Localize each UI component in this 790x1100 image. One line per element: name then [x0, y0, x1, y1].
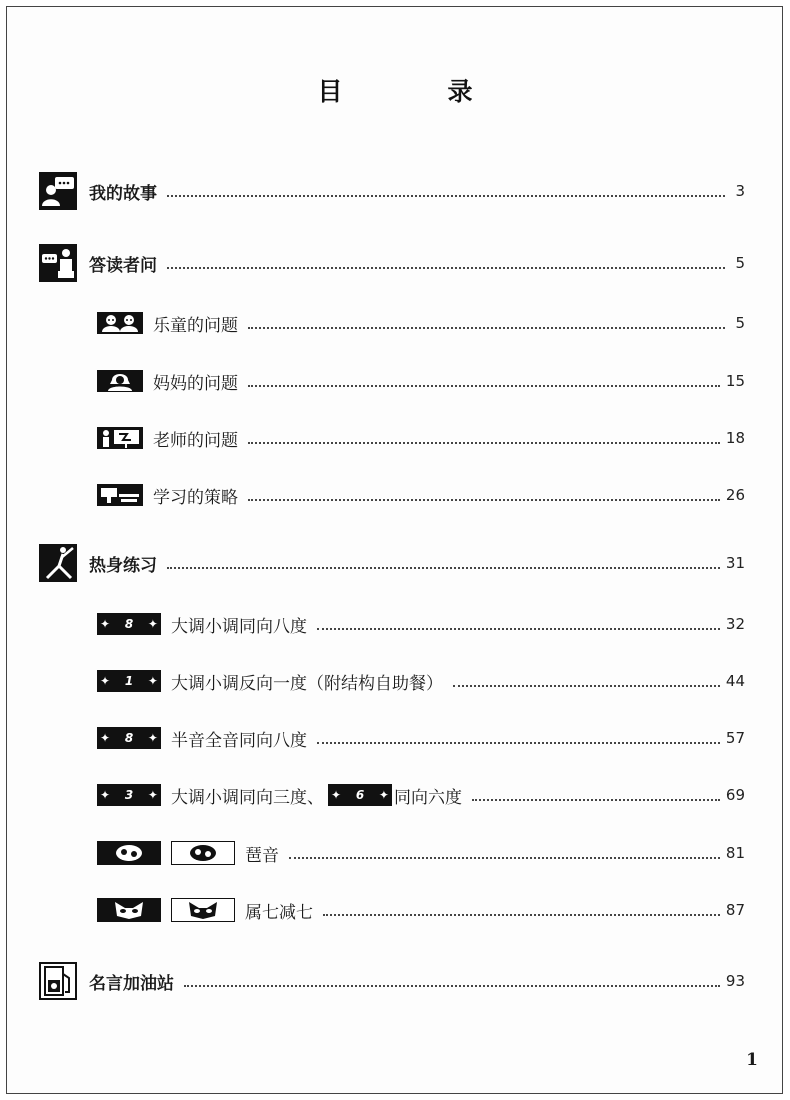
entry-label: 大调小调同向八度	[171, 616, 307, 637]
walker-icon: ✦	[331, 788, 342, 802]
toc-entry-quote-station[interactable]	[39, 961, 745, 1001]
walker-icon: ✦	[100, 788, 111, 802]
mask-icon	[171, 898, 235, 922]
speech-person-icon	[39, 172, 77, 210]
toc-entry-children-questions[interactable]	[97, 303, 745, 343]
entry-label: 妈妈的问题	[153, 373, 238, 394]
arpeggio-icon	[97, 841, 161, 865]
leader-dots	[323, 914, 720, 916]
toc-entry-learning-strategy[interactable]	[97, 475, 745, 515]
toc-entry-reader-qa[interactable]	[39, 243, 745, 283]
fuel-station-icon	[39, 962, 77, 1000]
entry-label: 琶音	[245, 845, 279, 866]
toc-entry-chromatic-octave[interactable]	[97, 718, 745, 758]
page-number: 31	[725, 554, 745, 572]
toc-entry-arpeggio[interactable]	[97, 833, 745, 873]
toc-entry-octave-parallel[interactable]	[97, 604, 745, 644]
walker-icon: ✦	[147, 674, 158, 688]
speaker-podium-icon	[39, 244, 77, 282]
page-number: 18	[725, 429, 745, 447]
interval-number: 8	[124, 617, 134, 631]
entry-label: 大调小调同向三度、	[171, 787, 324, 808]
strategy-icon	[97, 484, 143, 506]
page-number: 5	[735, 314, 745, 332]
mask-icon	[97, 898, 161, 922]
leader-dots	[167, 267, 725, 269]
page-number: 15	[725, 372, 745, 390]
toc-entry-my-story[interactable]	[39, 171, 745, 211]
walker-icon: ✦	[100, 617, 111, 631]
interval-badge	[97, 613, 161, 635]
entry-label: 大调小调反向一度（附结构自助餐）	[171, 673, 443, 694]
toc-entry-thirds-sixths[interactable]	[97, 775, 745, 815]
walker-icon: ✦	[147, 617, 158, 631]
leader-dots	[317, 742, 720, 744]
leader-dots	[167, 195, 725, 197]
entry-label: 半音全音同向八度	[171, 730, 307, 751]
leader-dots	[472, 799, 720, 801]
interval-badge	[97, 670, 161, 692]
children-icon	[97, 312, 143, 334]
interval-number: 1	[124, 674, 134, 688]
leader-dots	[248, 327, 725, 329]
toc-entry-dominant-diminished-seventh[interactable]	[97, 890, 745, 930]
leader-dots	[248, 499, 720, 501]
mother-icon	[97, 370, 143, 392]
toc-entry-mother-questions[interactable]	[97, 361, 745, 401]
toc-entry-warm-up[interactable]	[39, 543, 745, 583]
teacher-icon	[97, 427, 143, 449]
leader-dots	[453, 685, 720, 687]
leader-dots	[248, 442, 720, 444]
interval-badge	[328, 784, 392, 806]
toc-entry-unison-contrary[interactable]	[97, 661, 745, 701]
entry-label: 学习的策略	[153, 487, 238, 508]
walker-icon: ✦	[100, 731, 111, 745]
toc-entry-teacher-questions[interactable]	[97, 418, 745, 458]
footer-page-number: 1	[746, 1050, 758, 1070]
page-number: 93	[725, 972, 745, 990]
leader-dots	[167, 567, 720, 569]
interval-number: 8	[124, 731, 134, 745]
leader-dots	[289, 857, 720, 859]
stretch-icon	[39, 544, 77, 582]
walker-icon: ✦	[378, 788, 389, 802]
walker-icon: ✦	[147, 731, 158, 745]
page-number: 44	[725, 672, 745, 690]
entry-label: 答读者问	[89, 255, 157, 276]
page-number: 87	[725, 901, 745, 919]
leader-dots	[184, 985, 720, 987]
entry-label: 热身练习	[89, 555, 157, 576]
page-number: 57	[725, 729, 745, 747]
interval-number: 3	[124, 788, 134, 802]
leader-dots	[317, 628, 720, 630]
leader-dots	[248, 385, 720, 387]
entry-label: 我的故事	[89, 183, 157, 204]
page-title: 目 录	[317, 77, 513, 106]
page-number: 81	[725, 844, 745, 862]
entry-label: 属七减七	[245, 902, 313, 923]
walker-icon: ✦	[100, 674, 111, 688]
page-number: 3	[735, 182, 745, 200]
arpeggio-icon	[171, 841, 235, 865]
page-number: 26	[725, 486, 745, 504]
page-number: 5	[735, 254, 745, 272]
entry-label: 老师的问题	[153, 430, 238, 451]
page-number: 69	[725, 786, 745, 804]
interval-badge	[97, 727, 161, 749]
entry-label: 同向六度	[394, 787, 462, 808]
entry-label: 名言加油站	[89, 973, 174, 994]
interval-number: 6	[355, 788, 365, 802]
walker-icon: ✦	[147, 788, 158, 802]
page-number: 32	[725, 615, 745, 633]
entry-label: 乐童的问题	[153, 315, 238, 336]
interval-badge	[97, 784, 161, 806]
